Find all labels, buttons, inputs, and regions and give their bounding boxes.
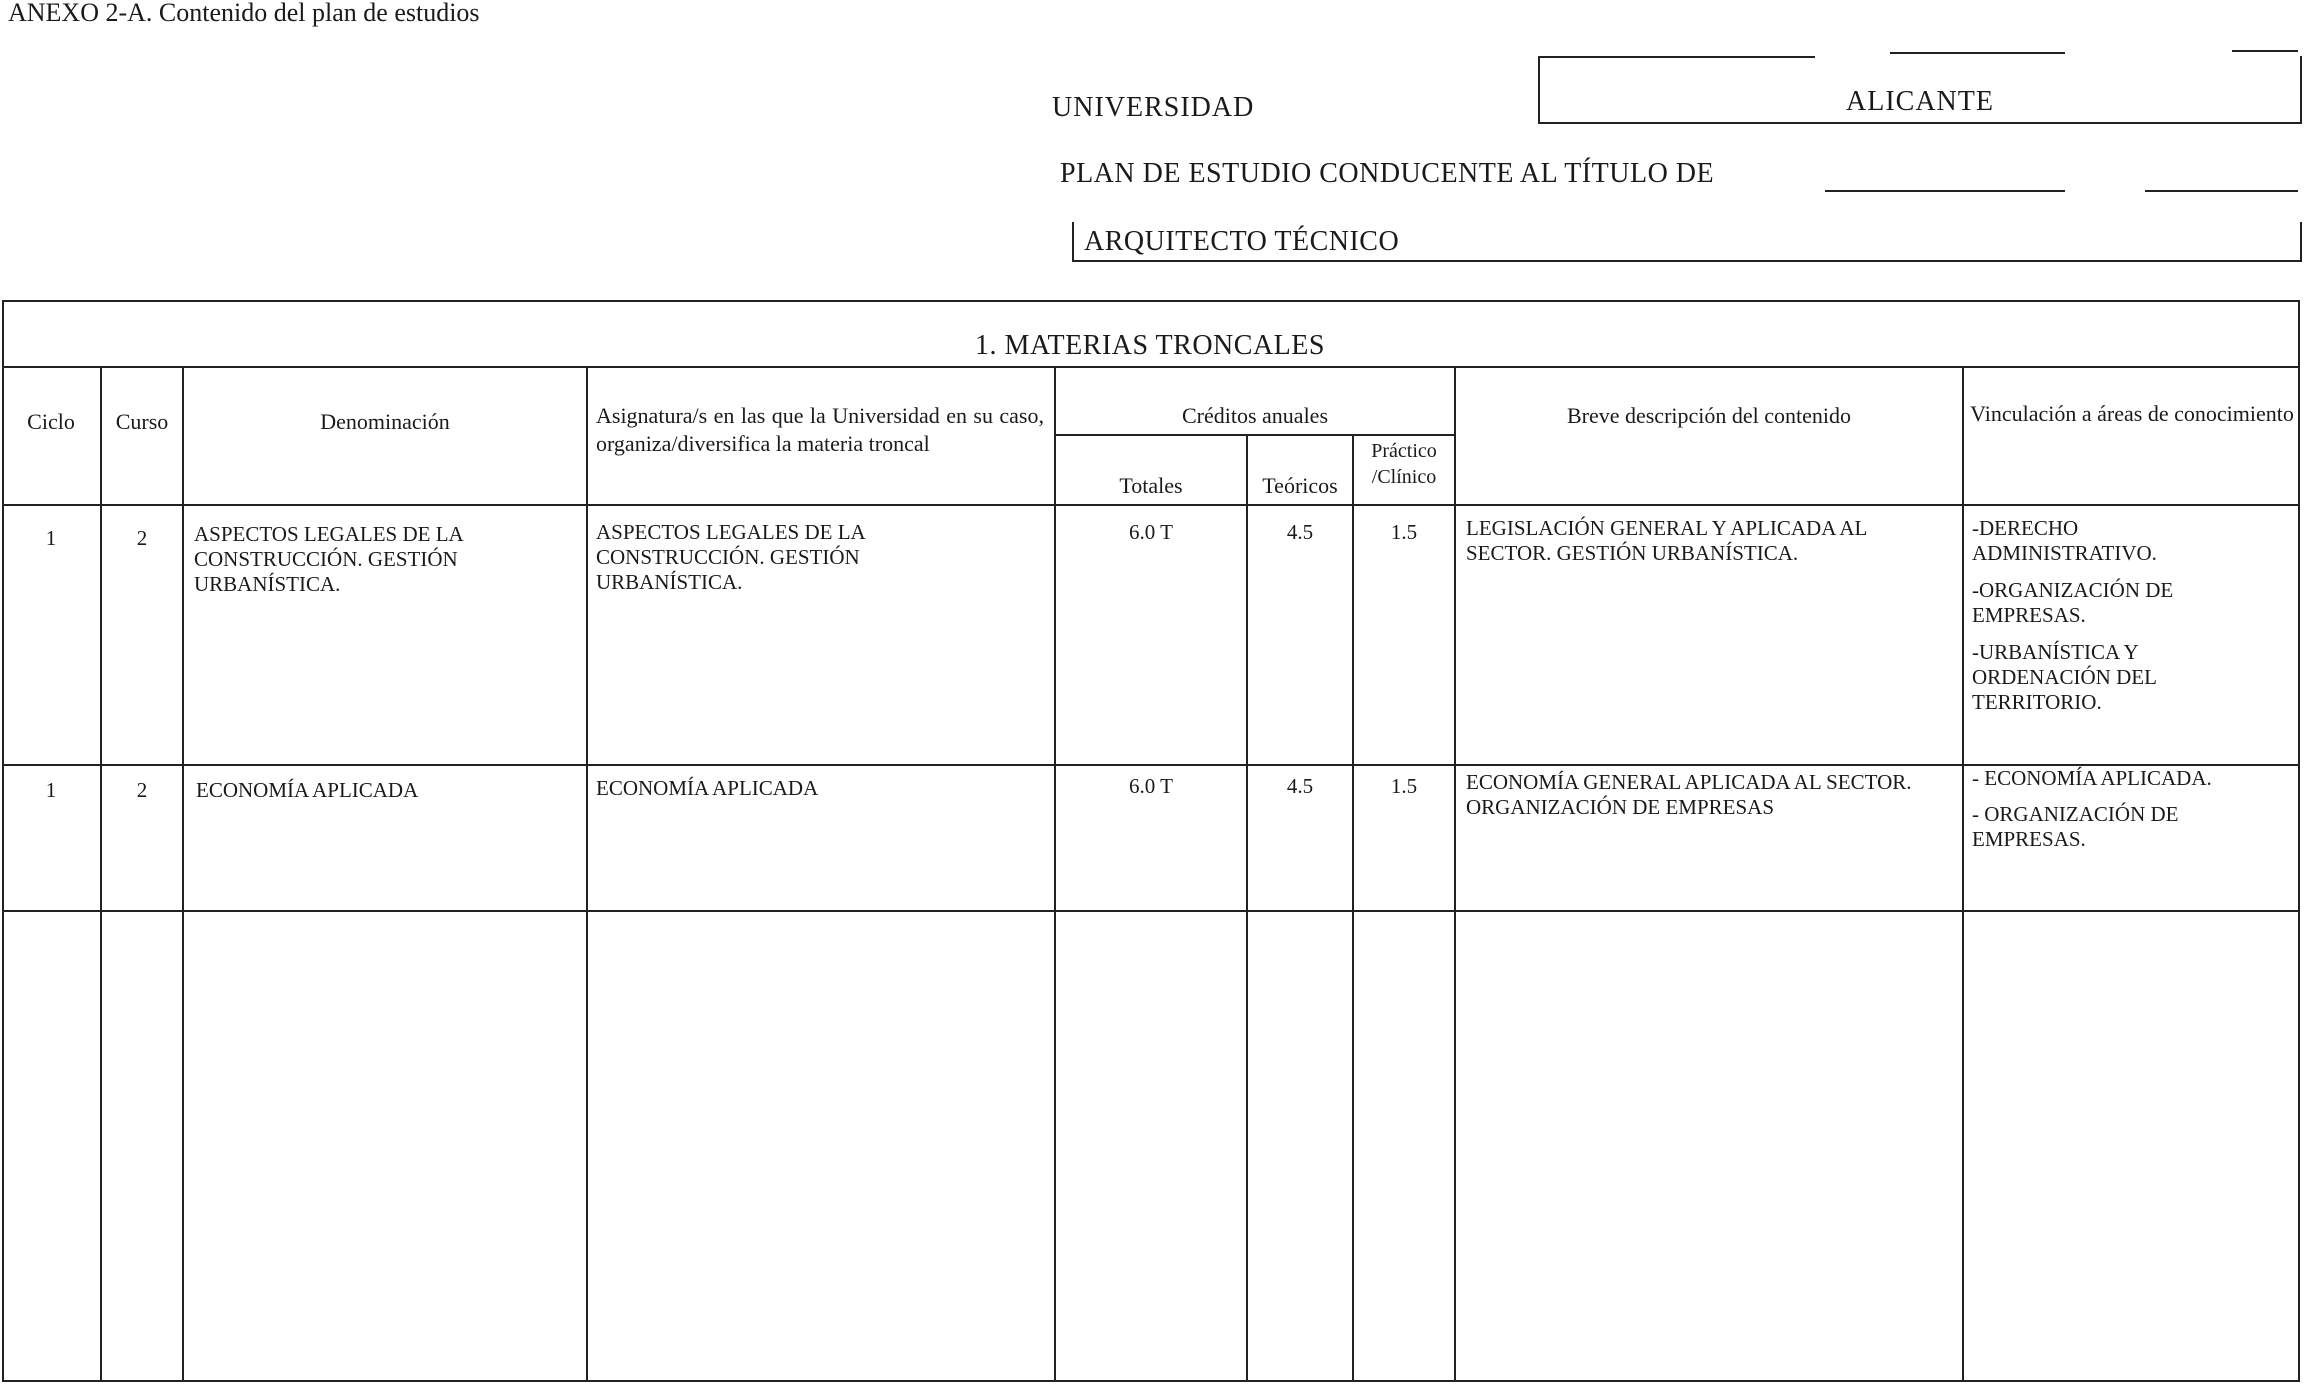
- cell-descripcion: ECONOMÍA GENERAL APLICADA AL SECTOR. ORGANIZACIÓN DE EMPRESAS: [1466, 770, 1912, 819]
- divider: [2232, 50, 2298, 52]
- cell-practico: 1.5: [1390, 520, 1418, 544]
- cell-curso: 2: [136, 778, 148, 802]
- cell-totales: 6.0 T: [1129, 774, 1173, 798]
- table-rule: [2, 764, 2300, 766]
- university-value: ALICANTE: [1846, 86, 1994, 117]
- cell-teoricos: 4.5: [1286, 520, 1314, 544]
- divider: [1825, 190, 2065, 192]
- table-rule: [1246, 434, 1248, 1382]
- table-rule: [1352, 434, 1354, 1382]
- header-totales: Totales: [1119, 473, 1183, 498]
- divider: [1890, 52, 2065, 54]
- table-rule: [2, 910, 2300, 912]
- cell-denominacion: ECONOMÍA APLICADA: [196, 778, 419, 802]
- table-rule: [1962, 366, 1964, 1382]
- divider: [1540, 56, 1815, 58]
- table-rule: [2, 504, 2300, 506]
- cell-vinculacion-3: -URBANÍSTICA Y ORDENACIÓN DEL TERRITORIO.: [1972, 640, 2157, 714]
- section-title: 1. MATERIAS TRONCALES: [975, 330, 1325, 361]
- cell-asignatura: ECONOMÍA APLICADA: [596, 776, 819, 800]
- header-asignatura: Asignatura/s en las que la Universidad en su caso, organiza/diversifica la materia troncal: [596, 403, 1044, 456]
- cell-curso: 2: [136, 526, 148, 550]
- cell-vinculacion-2: -ORGANIZACIÓN DE EMPRESAS.: [1972, 578, 2174, 627]
- table-rule: [2, 366, 2300, 368]
- cell-totales: 6.0 T: [1129, 520, 1173, 544]
- cell-vinculacion-2: - ORGANIZACIÓN DE EMPRESAS.: [1972, 802, 2179, 851]
- annex-title: ANEXO 2-A. Contenido del plan de estudios: [8, 0, 480, 27]
- header-practico: Práctico /Clínico: [1371, 440, 1437, 488]
- table-rule: [1454, 366, 1456, 1382]
- divider: [2145, 190, 2298, 192]
- table-rule: [1054, 366, 1056, 1382]
- degree-title: ARQUITECTO TÉCNICO: [1084, 226, 1400, 257]
- header-descripcion: Breve descripción del contenido: [1566, 403, 1852, 428]
- cell-denominacion: ASPECTOS LEGALES DE LA CONSTRUCCIÓN. GESTIÓN URBANÍSTICA.: [194, 522, 463, 596]
- subjects-table: [2, 300, 2300, 1382]
- cell-teoricos: 4.5: [1286, 774, 1314, 798]
- header-ciclo: Ciclo: [27, 409, 75, 434]
- plan-label: PLAN DE ESTUDIO CONDUCENTE AL TÍTULO DE: [1060, 158, 1715, 189]
- cell-practico: 1.5: [1390, 774, 1418, 798]
- header-vinculacion: Vinculación a áreas de conocimiento: [1970, 401, 2294, 426]
- header-teoricos: Teóricos: [1262, 473, 1338, 498]
- table-rule: [586, 366, 588, 1382]
- cell-ciclo: 1: [45, 526, 57, 550]
- header-curso: Curso: [115, 409, 169, 434]
- university-label: UNIVERSIDAD: [1052, 92, 1255, 123]
- cell-asignatura: ASPECTOS LEGALES DE LA CONSTRUCCIÓN. GESTIÓN URBANÍSTICA.: [596, 520, 865, 594]
- header-creditos: Créditos anuales: [1181, 403, 1329, 428]
- table-rule: [100, 366, 102, 1382]
- table-rule: [182, 366, 184, 1382]
- cell-vinculacion-1: - ECONOMÍA APLICADA.: [1972, 766, 2212, 790]
- table-rule: [1054, 434, 1454, 436]
- cell-ciclo: 1: [45, 778, 57, 802]
- cell-vinculacion-1: -DERECHO ADMINISTRATIVO.: [1972, 516, 2157, 565]
- header-denominacion: Denominación: [320, 409, 450, 434]
- cell-descripcion: LEGISLACIÓN GENERAL Y APLICADA AL SECTOR. GESTIÓN URBANÍSTICA.: [1466, 516, 1867, 565]
